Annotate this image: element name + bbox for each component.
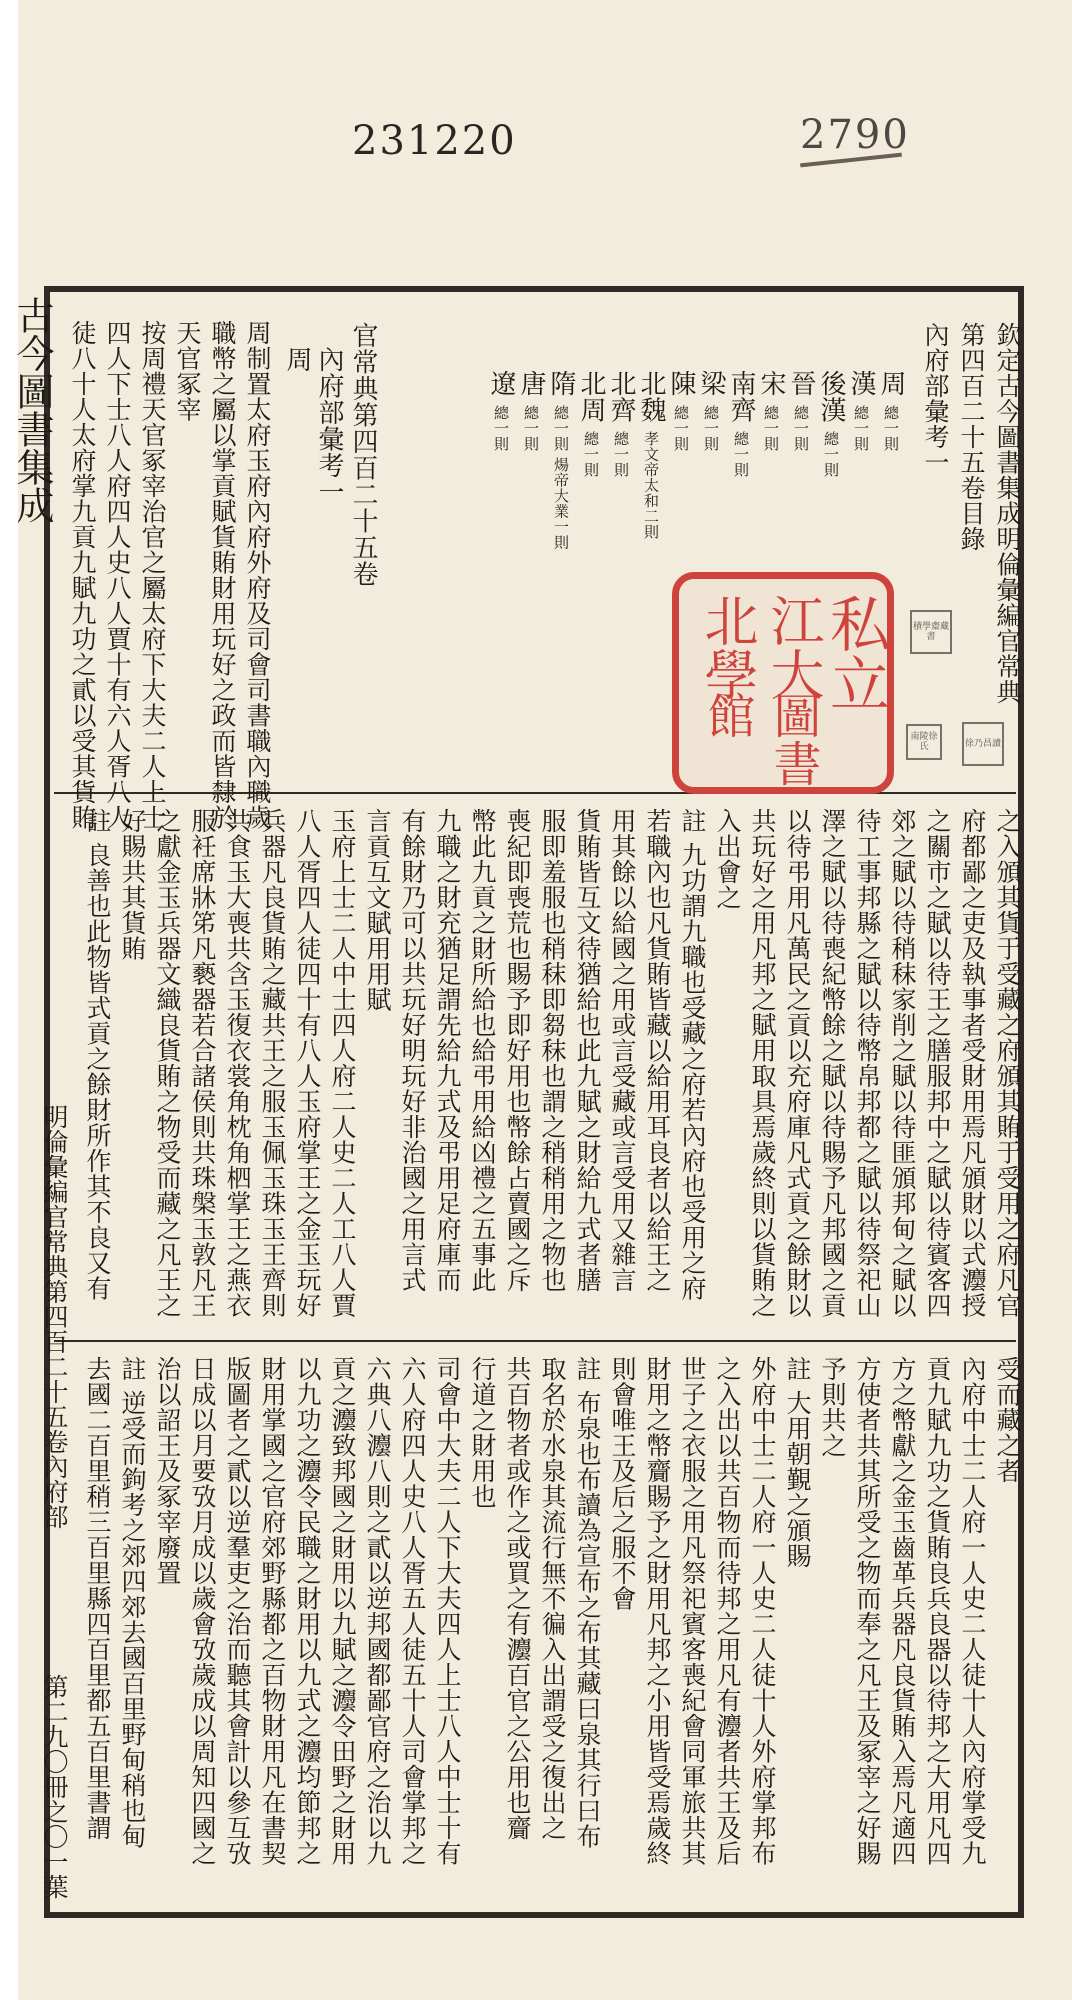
text-column: 若職內也凡貨賄皆藏以給用耳良者以給王之 — [643, 808, 672, 1293]
toc-entry-note: 總一則 — [672, 404, 690, 451]
toc-entry-dynasty: 唐 — [516, 370, 546, 397]
seal-char-1: 私立 — [820, 593, 890, 713]
text-column: 貨賄皆互文待猶給也此九賦之財給九式者膳 — [573, 808, 602, 1293]
toc-entry-note: 總一則 — [612, 431, 630, 478]
toc-entry-dynasty: 北齊 — [606, 370, 636, 423]
toc-entry — [604, 370, 638, 478]
text-column: 世子之衣服之用凡祭祀賓客喪紀會同軍旅共其 — [678, 1356, 707, 1866]
seal-char-3: 北學 — [696, 593, 759, 701]
text-column: 服衽席牀笫凡褻器若合諸侯則共珠槃玉敦凡王 — [188, 808, 217, 1318]
toc-entry — [724, 370, 758, 478]
toc-entry-note: 總一則 — [852, 404, 870, 451]
toc-entry — [814, 370, 848, 478]
volume-title: 官常典第四百二十五卷 — [348, 322, 378, 587]
text-column: 司會中大夫二人下大夫四人上士八人中士十有 — [433, 1356, 462, 1866]
text-column: 行道之財用也 — [468, 1356, 497, 1509]
text-column: 方之幣獻之金玉齒革兵器凡良貨賄入焉凡適四 — [888, 1356, 917, 1866]
spine-label: 明倫彙編官常典第四百二十五卷內府部 — [40, 1104, 69, 1529]
text-column: 兵器凡良貨賄之藏共王之服玉佩玉珠玉王齊則 — [258, 808, 287, 1318]
toc-entry-note: 總一則 — [732, 431, 750, 478]
toc-entry-dynasty: 北魏 — [636, 370, 666, 423]
text-column: 治以詔王及冢宰廢置 — [153, 1356, 182, 1586]
toc-entry-note: 總一則 — [882, 404, 900, 451]
text-column: 有餘財乃可以共玩好明玩好非治國之用言式 — [398, 808, 427, 1293]
toc-entry — [874, 370, 908, 451]
text-column: 受而藏之者 — [993, 1356, 1022, 1484]
text-column: 貢九賦九功之貨賄良兵良器以待邦之大用凡四 — [923, 1356, 952, 1866]
text-column: 言貢互文賦用用賦 — [363, 808, 392, 1012]
toc-entry-dynasty: 漢 — [846, 370, 876, 397]
seal-char-4: 圖書 — [765, 691, 821, 787]
text-column: 職幣之屬以掌貢賦貨賄財用玩好之政而皆隸於 — [208, 320, 237, 830]
text-column: 玉府上士二人中士四人府二人史二人工八人賈 — [328, 808, 357, 1318]
text-column: 之入出以共百物而待邦之用凡有灋者共王及后 — [713, 1356, 742, 1866]
seal-char-2: 江大 — [762, 593, 825, 701]
text-column: 去國二百里稍三百里縣四百里都五百里書謂 — [83, 1356, 112, 1841]
toc-entry-note: 總一則 — [792, 404, 810, 451]
text-column: 版圖者之貳以逆羣吏之治而聽其會計以參互攷 — [223, 1356, 252, 1866]
toc-entry — [784, 370, 818, 451]
catalog-number: 231220 — [352, 118, 517, 164]
text-column: 喪紀即喪荒也賜予即好用也幣餘占賣國之斥 — [503, 808, 532, 1293]
text-column: 幣此九貢之財所給也給弔用給凶禮之五事此 — [468, 808, 497, 1293]
toc-book-title: 欽定古今圖書集成明倫彙編官常典 — [993, 322, 1022, 705]
text-column: 則會唯王及后之服不會 — [608, 1356, 637, 1611]
spine-volume: 第二九〇冊之〇一葉 — [40, 1674, 69, 1899]
toc-entry-dynasty: 隋 — [546, 370, 576, 397]
toc-entry — [634, 370, 668, 540]
text-column: 註 布泉也布讀為宣布之布其藏曰泉其行曰布 — [573, 1356, 602, 1849]
toc-chapter-title: 第四百二十五卷目錄 — [957, 322, 986, 552]
text-column: 共百物者或作之或買之有灋百官之公用也齎 — [503, 1356, 532, 1841]
toc-entry — [664, 370, 698, 451]
toc-entry-dynasty: 周 — [876, 370, 906, 397]
toc-entry-note: 總一則 — [702, 404, 720, 451]
text-column: 天官冢宰 — [173, 320, 202, 422]
text-column: 六人府四人史八人胥五人徒五十人司會掌邦之 — [398, 1356, 427, 1866]
text-column: 共食玉大喪共含玉復衣裳角枕角柶掌王之燕衣 — [223, 808, 252, 1318]
text-column: 周制置太府玉府內府外府及司會司書職內職歲 — [243, 320, 272, 830]
text-column: 之獻金玉兵器文織良貨賄之物受而藏之凡王之 — [153, 808, 182, 1318]
spine — [10, 286, 69, 1918]
library-seal — [672, 572, 894, 794]
text-column: 貢之灋致邦國之財用以九賦之灋令田野之財用 — [328, 1356, 357, 1866]
text-column: 共玩好之用凡邦之賦用取具焉歲終則以貨賄之 — [748, 808, 777, 1318]
toc-entry-note: 總一則 — [522, 404, 540, 451]
text-column: 九職之財充猶足謂先給九式及弔用足府庫而 — [433, 808, 462, 1293]
text-column: 財用掌國之官府郊野縣都之百物財用凡在書契 — [258, 1356, 287, 1866]
toc-entry-note: 總一則 煬帝大業一則 — [552, 404, 570, 550]
text-column: 服即羞服也稍秣即芻秣也謂之稍稍用之物也 — [538, 808, 567, 1293]
text-column: 以九功之灋令民職之財用以九式之灋均節邦之 — [293, 1356, 322, 1866]
text-column: 方使者共其所受之物而奉之凡王及冢宰之好賜 — [853, 1356, 882, 1866]
toc-entry-dynasty: 宋 — [756, 370, 786, 397]
text-column: 之入頒其貨于受藏之府頒其賄于受用之府凡官 — [993, 808, 1022, 1318]
text-column: 註 九功謂九職也受藏之府若內府也受用之府 — [678, 808, 707, 1301]
text-column: 澤之賦以待喪紀幣餘之賦以待賜予凡邦國之貢 — [818, 808, 847, 1318]
crossed-out-number: 2790 — [800, 112, 910, 158]
text-column: 註 逆受而鉤考之郊四郊去國百里野甸稍也甸 — [118, 1356, 147, 1849]
text-column: 內府中士二人府一人史二人徒十人內府掌受九 — [958, 1356, 987, 1866]
spine-title: 古今圖書集成 — [10, 296, 54, 524]
toc-entry — [484, 370, 518, 451]
toc-entry-note: 總一則 — [822, 431, 840, 478]
toc-entry — [694, 370, 728, 451]
text-column: 註 大用朝覲之頒賜 — [783, 1356, 812, 1569]
text-column: 郊之賦以待稍秣家削之賦以待匪頒邦甸之賦以 — [888, 808, 917, 1318]
text-column: 予則共之 — [818, 1356, 847, 1458]
toc-entry-dynasty: 後漢 — [816, 370, 846, 423]
text-column: 四人下士八人府四人史八人賈十有六人胥八人 — [103, 320, 132, 830]
text-column: 日成以月要攷月成以歲會攷歲成以周知四國之 — [188, 1356, 217, 1866]
toc-entry-note: 孝文帝太和二則 — [642, 431, 660, 540]
text-column: 用其餘以給國之用或言受藏或言受用又雜言 — [608, 808, 637, 1293]
toc-entry — [754, 370, 788, 451]
text-column: 外府中士二人府一人史二人徒十人外府掌邦布 — [748, 1356, 777, 1866]
small-seal-1: 積學齋藏書 — [910, 610, 952, 654]
toc-entry-dynasty: 陳 — [666, 370, 696, 397]
text-column: 以待弔用凡萬民之貢以充府庫凡式貢之餘財以 — [783, 808, 812, 1318]
text-column: 好賜共其貨賄 — [118, 808, 147, 961]
toc-entry-dynasty: 梁 — [696, 370, 726, 397]
text-column: 註 良善也此物皆式貢之餘財所作其不良又有 — [83, 808, 112, 1301]
text-column: 之關市之賦以待王之膳服邦中之賦以待賓客四 — [923, 808, 952, 1318]
seal-char-5: 館 — [699, 691, 755, 739]
text-column: 府都鄙之吏及執事者受財用焉凡頒財以式灋授 — [958, 808, 987, 1318]
small-seal-3: 南陵徐氏 — [906, 724, 942, 760]
toc-entry-note: 總一則 — [492, 404, 510, 451]
text-column: 六典八灋八則之貳以逆邦國都鄙官府之治以九 — [363, 1356, 392, 1866]
text-column: 取名於水泉其流行無不徧入出謂受之復出之 — [538, 1356, 567, 1841]
volume-section: 內府部彙考一 — [314, 346, 344, 505]
small-seal-2: 徐乃昌讀 — [962, 722, 1004, 766]
text-column: 八人胥四人徒四十有八人玉府掌王之金玉玩好 — [293, 808, 322, 1318]
toc-section: 內府部彙考一 — [921, 322, 950, 475]
toc-entry-note: 總一則 — [762, 404, 780, 451]
toc-entry — [514, 370, 548, 451]
toc-entry-dynasty: 北周 — [576, 370, 606, 423]
text-column: 按周禮天官冢宰治官之屬太府下大夫二人上士 — [138, 320, 167, 830]
text-column: 入出會之 — [713, 808, 742, 910]
toc-entry-dynasty: 晉 — [786, 370, 816, 397]
toc-entry-dynasty: 遼 — [486, 370, 516, 397]
text-column: 財用之幣齎賜予之財用凡邦之小用皆受焉歲終 — [643, 1356, 672, 1866]
toc-entry — [544, 370, 578, 549]
toc-entry-note: 總一則 — [582, 431, 600, 478]
toc-entry — [574, 370, 608, 478]
toc-entry — [844, 370, 878, 451]
toc-entry-dynasty: 南齊 — [726, 370, 756, 423]
text-column: 徒八十人太府掌九貢九賦九功之貳以受其貨賄 — [68, 320, 97, 830]
dynasty-heading: 周 — [282, 346, 312, 373]
divider-lower — [54, 1340, 1016, 1342]
text-column: 待工事邦縣之賦以待幣帛邦都之賦以待祭祀山 — [853, 808, 882, 1318]
